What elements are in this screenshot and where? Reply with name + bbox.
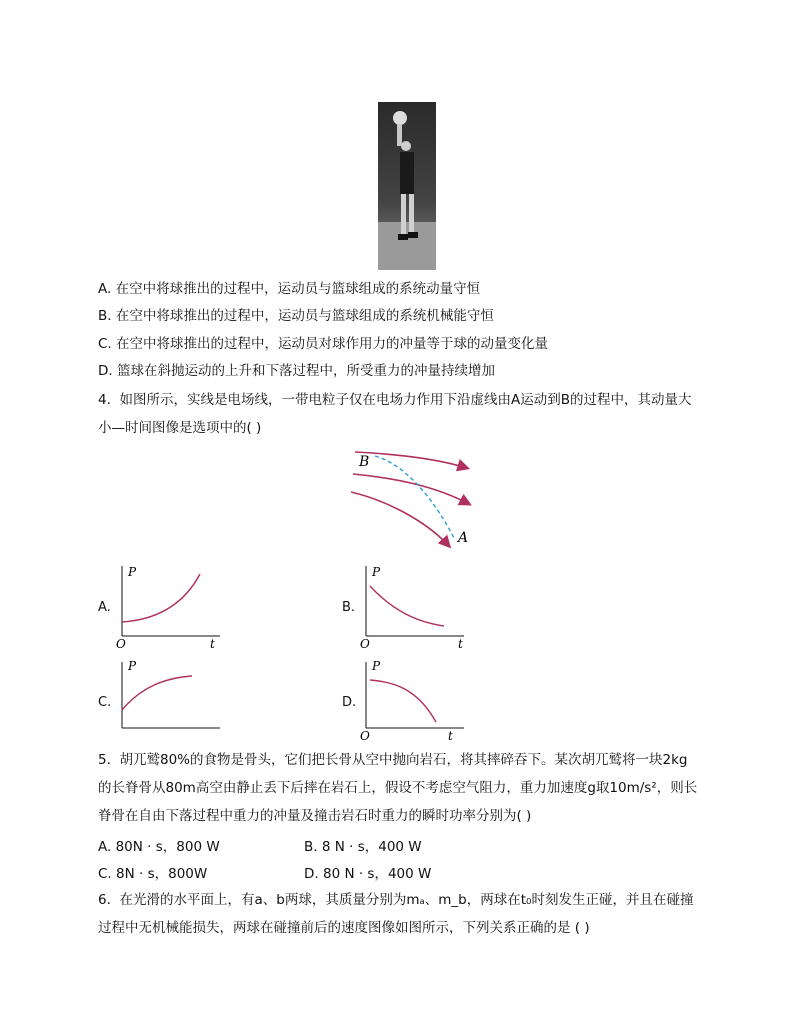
graph-d-key: D. xyxy=(342,695,357,710)
label-a: A xyxy=(458,530,469,546)
label-b: B xyxy=(359,454,370,470)
q3-option-a: A. 在空中将球推出的过程中，运动员与篮球组成的系统动量守恒 xyxy=(98,281,481,297)
trajectory-dashed xyxy=(375,456,455,540)
svg-text:P: P xyxy=(128,565,137,579)
svg-text:O: O xyxy=(360,729,370,743)
svg-text:t: t xyxy=(448,729,453,743)
q5-text-line1: 5. 胡兀鹫80%的食物是骨头，它们把长骨从空中抛向岩石，将其摔碎吞下。某次胡兀鹫将一块2kg xyxy=(98,752,688,768)
graph-c-key: C. xyxy=(98,695,112,710)
q3-option-c: C. 在空中将球推出的过程中，运动员对球作用力的冲量等于球的动量变化量 xyxy=(98,336,549,352)
graph-a xyxy=(112,562,224,652)
field-line-3 xyxy=(351,492,449,546)
q6-text-line2: 过程中无机械能损失，两球在碰撞前后的速度图像如图所示，下列关系正确的是 ( ) xyxy=(98,920,590,936)
svg-text:O: O xyxy=(360,637,370,651)
q4-text-line1: 4. 如图所示，实线是电场线，一带电粒子仅在电场力作用下沿虚线由A运动到B的过程中，其动量大 xyxy=(98,392,692,408)
q5-text-line3: 脊骨在自由下落过程中重力的冲量及撞击岩石时重力的瞬时功率分别为( ) xyxy=(98,808,532,824)
svg-text:t: t xyxy=(458,637,463,651)
q3-option-d: D. 篮球在斜抛运动的上升和下落过程中，所受重力的冲量持续增加 xyxy=(98,363,495,379)
svg-text:P: P xyxy=(372,659,381,673)
svg-text:P: P xyxy=(128,659,137,673)
q5-option-b: B. 8 N · s，400 W xyxy=(304,839,422,855)
electric-field-figure xyxy=(345,444,485,554)
graph-d xyxy=(356,658,468,748)
field-line-1 xyxy=(355,452,467,468)
graph-b-key: B. xyxy=(342,600,356,615)
graph-b xyxy=(356,562,468,652)
basketball-player-photo xyxy=(378,102,436,270)
q4-text-line2: 小—时间图像是选项中的( ) xyxy=(98,420,262,436)
svg-text:P: P xyxy=(372,565,381,579)
graph-c xyxy=(112,658,224,748)
graph-a-key: A. xyxy=(98,600,111,615)
q5-text-line2: 的长脊骨从80m高空由静止丢下后摔在岩石上，假设不考虑空气阻力，重力加速度g取10m/s²，则长 xyxy=(98,780,698,796)
svg-text:O: O xyxy=(116,637,126,651)
q5-option-a: A. 80N · s，800 W xyxy=(98,839,220,855)
svg-text:t: t xyxy=(210,637,215,651)
q3-option-b: B. 在空中将球推出的过程中，运动员与篮球组成的系统机械能守恒 xyxy=(98,308,494,324)
q6-text-line1: 6. 在光滑的水平面上，有a、b两球，其质量分别为mₐ、m_b，两球在t₀时刻发生正碰，并且在碰撞 xyxy=(98,892,694,908)
q5-option-c: C. 8N · s，800W xyxy=(98,866,208,882)
q5-option-d: D. 80 N · s，400 W xyxy=(304,866,432,882)
